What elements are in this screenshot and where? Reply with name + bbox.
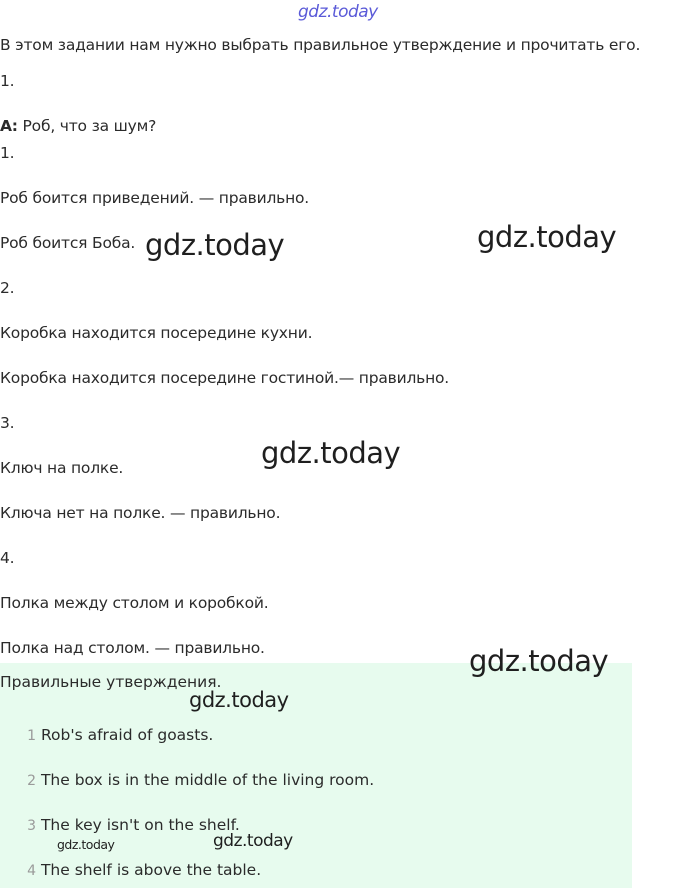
watermark-mid: gdz.today xyxy=(213,831,293,851)
answer-title: Правильные утверждения. xyxy=(0,673,222,691)
item-number-3: 3. xyxy=(0,414,15,432)
answer-number: 4 xyxy=(27,863,36,879)
item-number-2: 2. xyxy=(0,279,15,297)
dialog-line xyxy=(0,117,156,135)
item-number-1: 1. xyxy=(0,144,15,162)
item-4-option-2: Полка над столом. — правильно. xyxy=(0,639,265,657)
dialog-speaker: А: xyxy=(0,117,18,135)
answer-statement xyxy=(0,726,213,744)
watermark-small: gdz.today xyxy=(57,837,115,852)
watermark-big: gdz.today xyxy=(477,220,617,254)
item-3-option-2: Ключа нет на полке. — правильно. xyxy=(0,504,281,522)
answer-statement xyxy=(0,861,261,879)
item-1-option-2: Роб боится Боба. xyxy=(0,234,136,252)
watermark-big: gdz.today xyxy=(145,228,285,262)
answer-number: 2 xyxy=(27,773,36,789)
answer-text: Rob's afraid of goasts. xyxy=(40,726,214,744)
answer-number: 3 xyxy=(27,818,36,834)
item-4-option-1: Полка между столом и коробкой. xyxy=(0,594,269,612)
answer-text: The shelf is above the table. xyxy=(40,861,262,879)
answer-statement xyxy=(0,816,240,834)
item-2-option-2: Коробка находится посередине гостиной.— правильно. xyxy=(0,369,450,387)
watermark-mid: gdz.today xyxy=(189,688,289,712)
watermark-top: gdz.today xyxy=(298,2,378,22)
answer-text: The key isn't on the shelf. xyxy=(40,816,240,834)
item-number-4: 4. xyxy=(0,549,15,567)
answer-statement xyxy=(0,771,374,789)
answer-text: The box is in the middle of the living room. xyxy=(40,771,375,789)
dialog-text: Роб, что за шум? xyxy=(22,117,157,135)
watermark-big: gdz.today xyxy=(261,436,401,470)
section-number: 1. xyxy=(0,72,15,90)
intro-text: В этом задании нам нужно выбрать правильное утверждение и прочитать его. xyxy=(0,36,641,54)
item-3-option-1: Ключ на полке. xyxy=(0,459,124,477)
item-2-option-1: Коробка находится посередине кухни. xyxy=(0,324,313,342)
watermark-big: gdz.today xyxy=(469,644,609,678)
item-1-option-1: Роб боится приведений. — правильно. xyxy=(0,189,310,207)
answer-number: 1 xyxy=(27,728,36,744)
answer-box xyxy=(0,663,632,888)
